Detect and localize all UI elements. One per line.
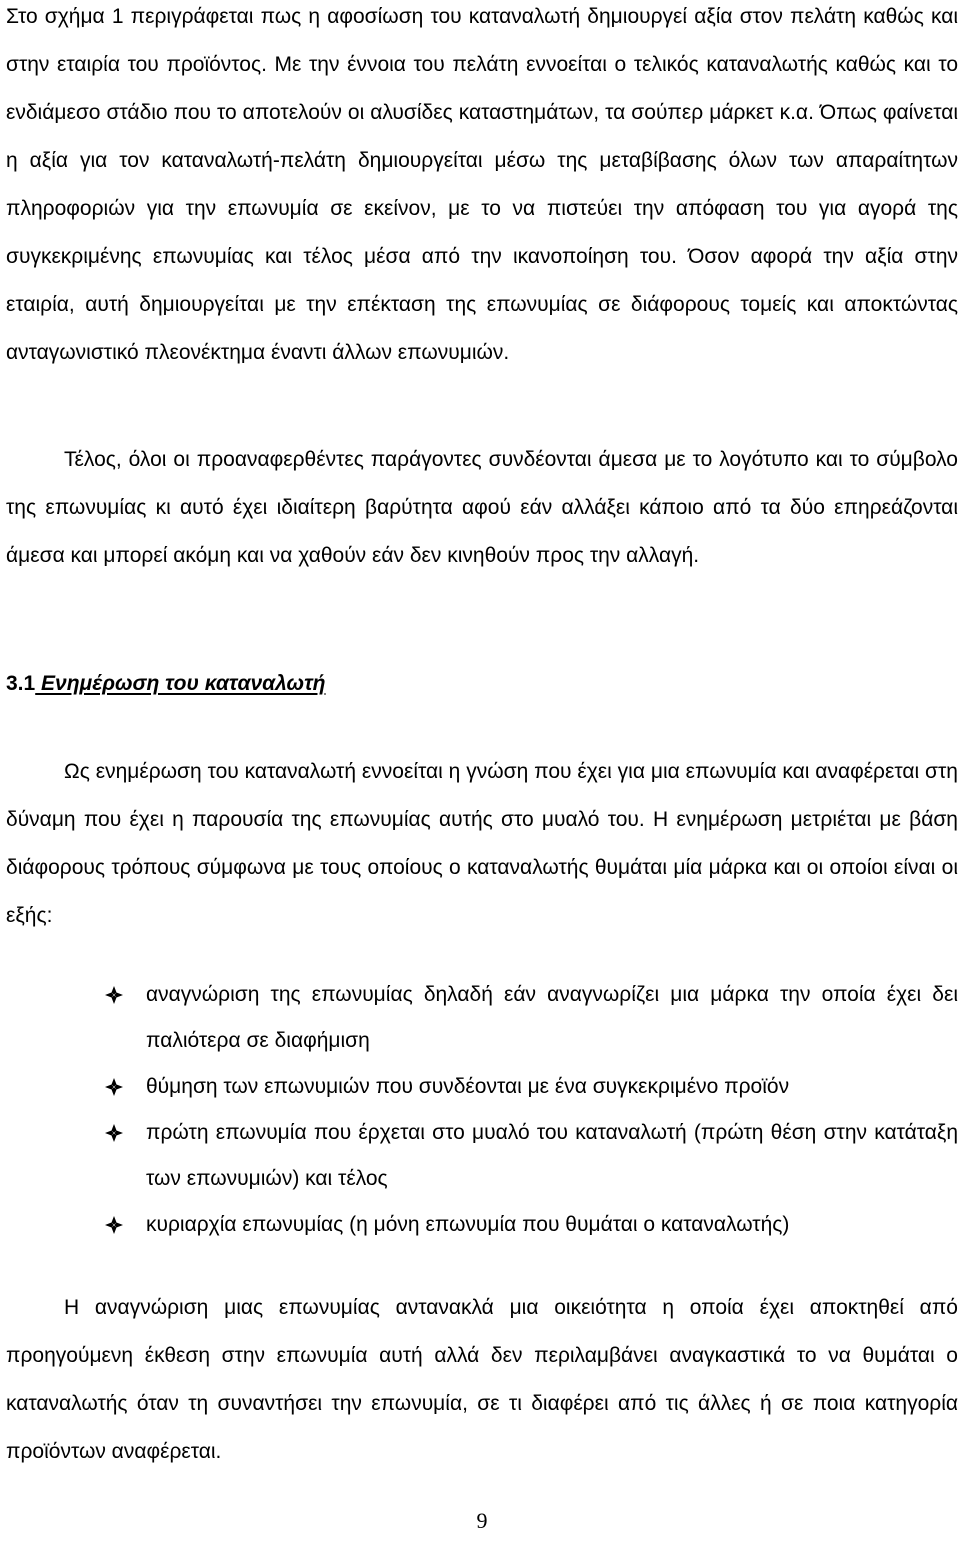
- paragraph-value-creation: Στο σχήμα 1 περιγράφεται πως η αφοσίωση του καταναλωτή δημιουργεί αξία στον πελάτη καθώς και στην εταιρία του προϊόντος. Με την έννοια του πελάτη εννοείται ο τελικός καταναλωτής καθώς και το ενδιάμεσο στάδιο που το αποτελούν οι αλυσίδες καταστημάτων, τα σούπερ μάρκετ κ.α. Όπως φαίνεται η αξία για τον καταναλωτή-πελάτη δημιουργείται μέσω της μεταβίβασης όλων των απαραίτητων πληροφοριών για την επωνυμία σε εκείνον, με το να πιστεύει την απόφαση του για αγορά της συγκεκριμένης επωνυμίας και τέλος μέσα από την ικανοποίηση του. Όσον αφορά την αξία στην εταιρία, αυτή δημιουργείται με την επέκταση της επωνυμίας σε διάφορους τομείς και αποκτώντας ανταγωνιστικό πλεονέκτημα έναντι άλλων επωνυμιών.: [6, 5, 958, 364]
- paragraph-awareness-definition: Ως ενημέρωση του καταναλωτή εννοείται η γνώση που έχει για μια επωνυμία και αναφέρεται στη δύναμη που έχει η παρουσία της επωνυμίας αυτής στο μυαλό του. Η ενημέρωση μετριέται με βάση διάφορους τρόπους σύμφωνα με τους οποίους ο καταναλωτής θυμάται μία μάρκα και οι οποίοι είναι οι εξής:: [6, 760, 958, 927]
- page-number: 9: [476, 1508, 488, 1533]
- four-diamond-star-icon: [104, 1215, 124, 1235]
- document-page: [6, 0, 958, 1542]
- paragraph-brand-recognition: Η αναγνώριση μιας επωνυμίας αντανακλά μια οικειότητα η οποία έχει αποκτηθεί από προηγούμενη έκθεση στην επωνυμία αυτή αλλά δεν περιλαμβάνει αναγκαστικά το να θυμάται ο καταναλωτής όταν τη συναντήσει την επωνυμία, σε τι διαφέρει από τις άλλες ή σε ποια κατηγορία προϊόντων αναφέρεται.: [6, 1296, 958, 1463]
- list-item-text: κυριαρχία επωνυμίας (η μόνη επωνυμία που θυμάται ο καταναλωτής): [146, 1213, 790, 1236]
- four-diamond-star-icon: [104, 985, 124, 1005]
- list-item-text: πρώτη επωνυμία που έρχεται στο μυαλό του καταναλωτή (πρώτη θέση στην κατάταξη των επωνυμιών) και τέλος: [146, 1121, 958, 1190]
- paragraph-logo-symbol: Τέλος, όλοι οι προαναφερθέντες παράγοντες συνδέονται άμεσα με το λογότυπο και το σύμβολο της επωνυμίας κι αυτό έχει ιδιαίτερη βαρύτητα αφού εάν αλλάξει κάποιο από τα δύο επηρεάζονται άμεσα και μπορεί ακόμη και να χαθούν εάν δεν κινηθούν προς την αλλαγή.: [6, 448, 958, 567]
- section-number: 3.1: [6, 672, 36, 695]
- four-diamond-star-icon: [104, 1123, 124, 1143]
- four-diamond-star-icon: [104, 1077, 124, 1097]
- list-item: [6, 1202, 958, 1248]
- list-item: [6, 972, 958, 1064]
- list-item: [6, 1110, 958, 1202]
- section-heading: [6, 660, 326, 708]
- list-item-text: αναγνώριση της επωνυμίας δηλαδή εάν αναγνωρίζει μια μάρκα την οποία έχει δει παλιότερα σε διαφήμιση: [146, 983, 958, 1052]
- list-item: [6, 1064, 958, 1110]
- list-item-text: θύμηση των επωνυμιών που συνδέονται με ένα συγκεκριμένο προϊόν: [146, 1075, 790, 1098]
- awareness-levels-list: [6, 972, 958, 1248]
- section-title: Ενημέρωση του καταναλωτή: [35, 672, 326, 695]
